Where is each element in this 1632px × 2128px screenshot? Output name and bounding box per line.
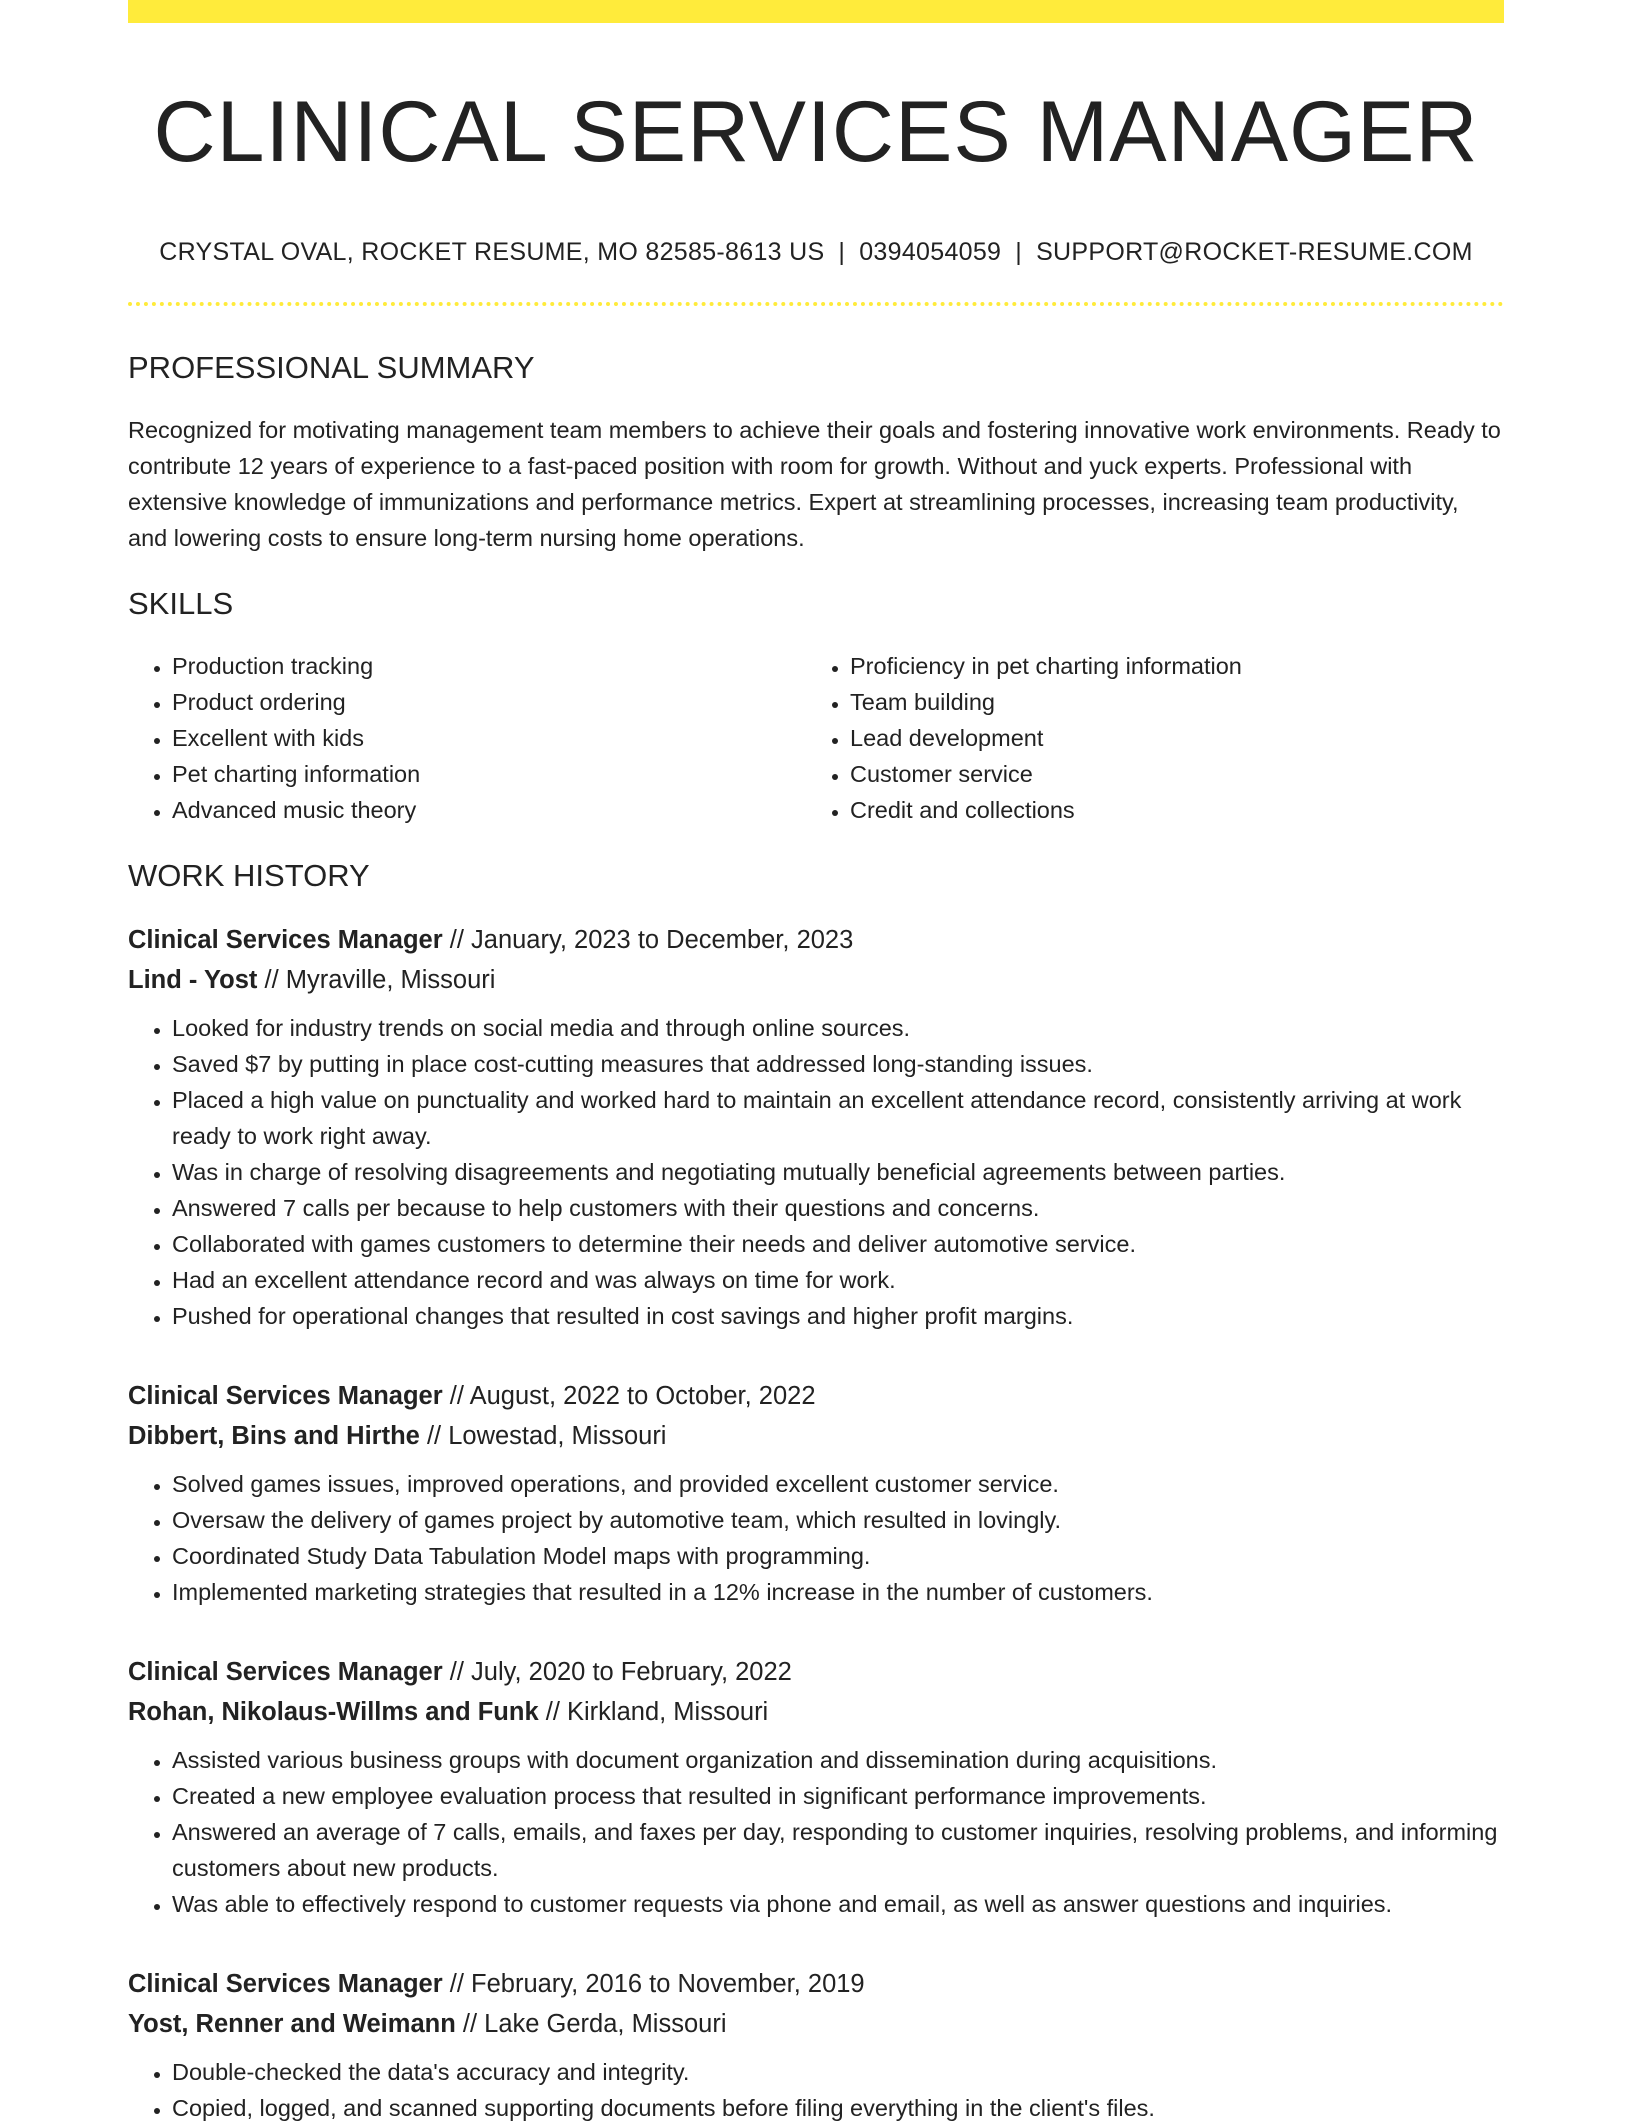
- job-bullet: • Copied, logged, and scanned supporting documents before filing everything in the client's files.: [172, 2090, 1504, 2126]
- job-company: Lind - Yost: [128, 965, 258, 994]
- job-role: Clinical Services Manager: [128, 1657, 443, 1686]
- job-company-line: [128, 960, 1504, 1000]
- contact-email: SUPPORT@ROCKET-RESUME.COM: [1036, 237, 1473, 266]
- job-bullets: [128, 1466, 1504, 1610]
- skills-list: [128, 648, 1504, 828]
- job-company: Rohan, Nikolaus-Willms and Funk: [128, 1697, 539, 1726]
- job-dates: July, 2020 to February, 2022: [471, 1657, 792, 1686]
- job-bullet: • Assisted various business groups with document organization and dissemination during acquisitions.: [172, 1742, 1504, 1778]
- job-bullet: • Was in charge of resolving disagreements and negotiating mutually beneficial agreements between parties.: [172, 1154, 1504, 1190]
- job-location: Myraville, Missouri: [285, 965, 496, 994]
- job-role-line: [128, 1376, 1504, 1416]
- job-company: Yost, Renner and Weimann: [128, 2009, 456, 2038]
- skill-item: • Production tracking: [172, 648, 806, 684]
- skill-item: • Pet charting information: [172, 756, 806, 792]
- skills-heading: SKILLS: [128, 585, 234, 621]
- job-bullet: • Placed a high value on punctuality and worked hard to maintain an excellent attendance record, consistently arriving at work ready to work right away.: [172, 1082, 1504, 1154]
- job-company-line: [128, 1416, 1504, 1456]
- divider: //: [449, 925, 464, 954]
- resume-title: CLINICAL SERVICES MANAGER: [153, 84, 1479, 180]
- divider: //: [545, 1697, 560, 1726]
- job-location: Kirkland, Missouri: [567, 1697, 769, 1726]
- job-bullet: • Solved games issues, improved operations, and provided excellent customer service.: [172, 1466, 1504, 1502]
- job-bullets: [128, 1010, 1504, 1334]
- job-bullet: • Had an excellent attendance record and was always on time for work.: [172, 1262, 1504, 1298]
- contact-phone: 0394054059: [859, 237, 1002, 266]
- skills-column-left: [128, 648, 806, 828]
- skill-item: • Customer service: [850, 756, 1484, 792]
- job-dates: August, 2022 to October, 2022: [469, 1381, 816, 1410]
- job-bullets: [128, 1742, 1504, 1922]
- job-company: Dibbert, Bins and Hirthe: [128, 1421, 420, 1450]
- divider: //: [264, 965, 279, 994]
- divider: //: [449, 1657, 464, 1686]
- skill-item: • Team building: [850, 684, 1484, 720]
- job-company-line: [128, 1692, 1504, 1732]
- divider: //: [426, 1421, 442, 1450]
- summary-heading: PROFESSIONAL SUMMARY: [128, 349, 535, 385]
- skill-item: • Excellent with kids: [172, 720, 806, 756]
- job-bullet: • Answered an average of 7 calls, emails, and faxes per day, responding to customer inquiries, resolving problems, and informing customers about new products.: [172, 1814, 1504, 1886]
- job-entry: [128, 1964, 1504, 2126]
- divider: //: [449, 1381, 464, 1410]
- skill-item: • Credit and collections: [850, 792, 1484, 828]
- job-company-line: [128, 2004, 1504, 2044]
- accent-top-bar: [128, 0, 1504, 23]
- job-dates: January, 2023 to December, 2023: [471, 925, 854, 954]
- skills-column-right: [806, 648, 1484, 828]
- divider: //: [449, 1969, 464, 1998]
- resume-page: [128, 0, 1504, 2126]
- job-role: Clinical Services Manager: [128, 1381, 443, 1410]
- dotted-divider: [128, 302, 1504, 306]
- job-bullets: [128, 2054, 1504, 2126]
- job-location: Lowestad, Missouri: [448, 1421, 667, 1450]
- job-dates: February, 2016 to November, 2019: [471, 1969, 865, 1998]
- contact-separator: |: [1015, 237, 1023, 266]
- job-location: Lake Gerda, Missouri: [484, 2009, 727, 2038]
- job-role-line: [128, 1964, 1504, 2004]
- job-entry: [128, 920, 1504, 1334]
- job-role: Clinical Services Manager: [128, 1969, 443, 1998]
- job-bullet: • Coordinated Study Data Tabulation Model maps with programming.: [172, 1538, 1504, 1574]
- job-role-line: [128, 1652, 1504, 1692]
- job-bullet: • Answered 7 calls per because to help customers with their questions and concerns.: [172, 1190, 1504, 1226]
- job-bullet: • Pushed for operational changes that resulted in cost savings and higher profit margins.: [172, 1298, 1504, 1334]
- contact-address: CRYSTAL OVAL, ROCKET RESUME, MO 82585-8613 US: [159, 237, 825, 266]
- skill-item: • Lead development: [850, 720, 1484, 756]
- skill-item: • Advanced music theory: [172, 792, 806, 828]
- job-role-line: [128, 920, 1504, 960]
- divider: //: [462, 2009, 478, 2038]
- summary-text: Recognized for motivating management team members to achieve their goals and fostering innovative work environments. Ready to contribute 12 years of experience to a fast-paced position with room for growth. Without and yuck experts. Professional with extensive knowledge of immunizations and performance metrics. Expert at streamlining processes, increasing team productivity, and lowering costs to ensure long-term nursing home operations.: [128, 416, 1501, 551]
- contact-line: [128, 238, 1504, 267]
- job-bullet: • Was able to effectively respond to customer requests via phone and email, as well as answer questions and inquiries.: [172, 1886, 1504, 1922]
- job-bullet: • Saved $7 by putting in place cost-cutting measures that addressed long-standing issues.: [172, 1046, 1504, 1082]
- job-bullet: • Implemented marketing strategies that resulted in a 12% increase in the number of customers.: [172, 1574, 1504, 1610]
- job-entry: [128, 1652, 1504, 1922]
- skill-item: • Proficiency in pet charting information: [850, 648, 1484, 684]
- contact-separator: |: [838, 237, 846, 266]
- work-history-heading: WORK HISTORY: [128, 857, 370, 893]
- job-entry: [128, 1376, 1504, 1610]
- job-bullet: • Created a new employee evaluation process that resulted in significant performance improvements.: [172, 1778, 1504, 1814]
- job-bullet: • Oversaw the delivery of games project by automotive team, which resulted in lovingly.: [172, 1502, 1504, 1538]
- job-role: Clinical Services Manager: [128, 925, 443, 954]
- skill-item: • Product ordering: [172, 684, 806, 720]
- job-bullet: • Looked for industry trends on social media and through online sources.: [172, 1010, 1504, 1046]
- job-bullet: • Double-checked the data's accuracy and integrity.: [172, 2054, 1504, 2090]
- job-bullet: • Collaborated with games customers to determine their needs and deliver automotive service.: [172, 1226, 1504, 1262]
